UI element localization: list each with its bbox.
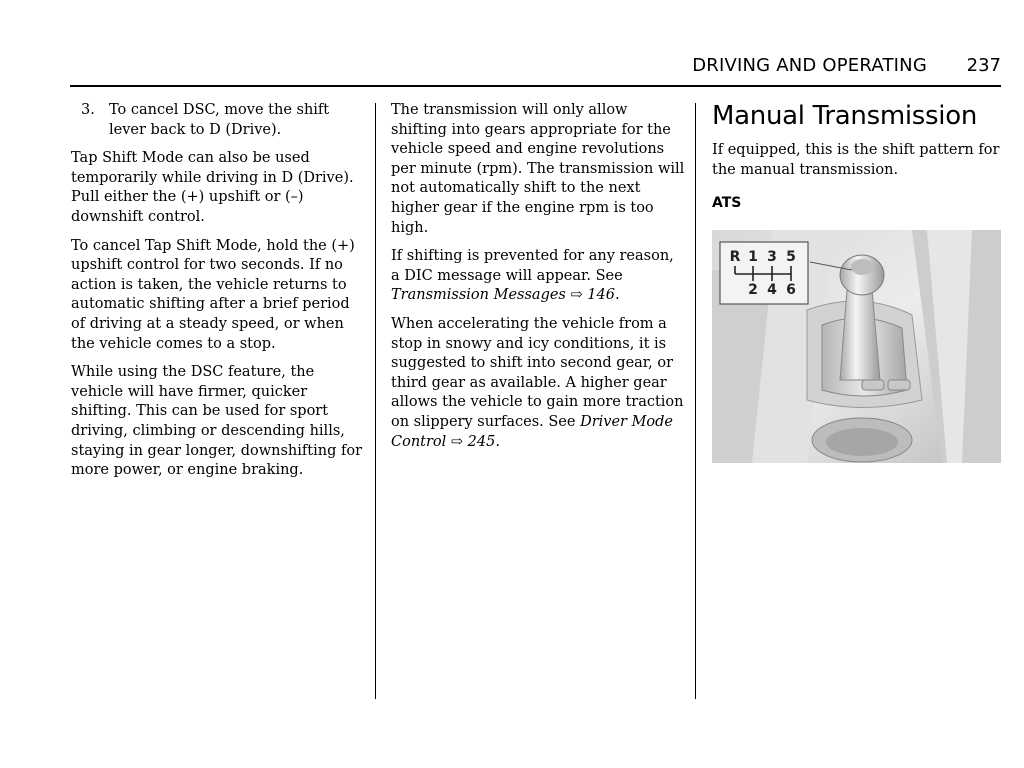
column-divider [695,103,696,699]
sub-heading: ATS [712,195,742,212]
numbered-step [71,101,367,140]
section-title: DRIVING AND OPERATING [692,55,927,76]
arrow-icon: ⇨ [450,433,464,450]
paragraph: Tap Shift Mode can also be used temporarily while driving in D (Drive). Pull either the (+) upshift or (–) downshift control. [71,150,354,225]
gear-shift-lever-illustration [712,230,1001,463]
paragraph: To cancel Tap Shift Mode, hold the (+) upshift control for two seconds. If no action is taken, the vehicle returns to automatic shifting after a brief period of driving at a steady speed, or when the vehicle comes to a stop. [71,237,355,352]
column-2 [391,101,687,461]
cross-reference[interactable]: Driver Mode Control ⇨ 245. [391,413,674,450]
gear-label-4: 4 [767,282,777,298]
gear-label-5: 5 [786,249,796,265]
paragraph [391,315,687,452]
paragraph-text: When accelerating the vehicle from a stop in snowy and icy conditions, it is suggested to shift into second gear, or third gear as available. A higher gear allows the vehicle to gain more traction on slippery surfaces. See [391,315,684,430]
column-1 [71,101,367,490]
column-3 [712,101,1004,214]
column-divider [375,103,376,699]
step-number: 3. [81,102,95,118]
cross-reference-page: 245 [467,433,496,450]
cross-reference-title: Transmission Messages [391,287,566,304]
cross-reference-page: 146 [587,287,615,304]
paragraph: If equipped, this is the shift pattern for the manual transmission. [712,142,1000,178]
gear-label-6: 6 [786,282,796,298]
cross-reference[interactable]: Transmission Messages ⇨ 146. [391,287,620,304]
step-text: To cancel DSC, move the shift lever back to D (Drive). [109,102,330,138]
section-heading: Manual Transmission [712,101,978,131]
paragraph: While using the DSC feature, the vehicle will have firmer, quicker shifting. This can be used for sport driving, climbing or descending hills, staying in gear longer, downshifting for more power, or engine braking. [71,364,362,479]
gear-label-3: 3 [767,249,777,265]
shift-pattern-figure [712,230,1001,463]
paragraph [391,247,687,306]
page-number: 237 [966,55,1001,76]
paragraph-text: If shifting is prevented for any reason, a DIC message will appear. See [391,248,674,284]
header-rule [70,85,1001,87]
arrow-icon: ⇨ [570,287,583,304]
paragraph: The transmission will only allow shifting into gears appropriate for the vehicle speed and engine revolutions per minute (rpm). The transmission will not automatically shift to the next higher gear if the engine rpm is too high. [391,102,685,236]
gear-label-r: R [729,249,741,265]
gear-label-1: 1 [748,249,758,265]
cross-reference-title: Driver Mode Control [391,413,674,450]
gear-label-2: 2 [748,282,758,298]
